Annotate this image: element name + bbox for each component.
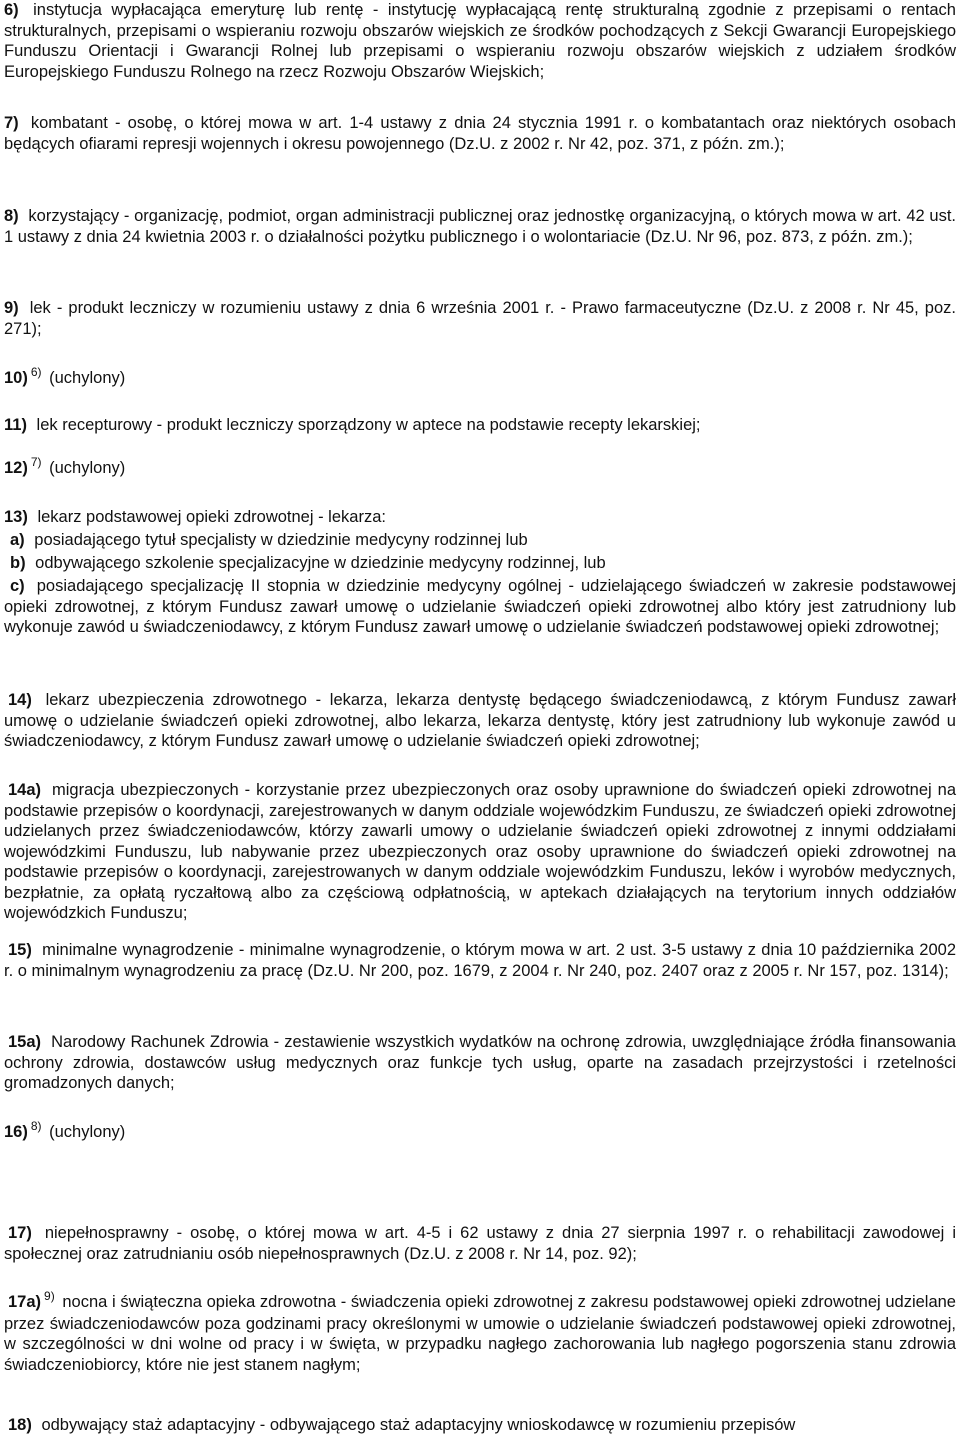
- item-number: 11): [4, 416, 27, 434]
- item-text: kombatant - osobę, o której mowa w art. 1-4 ustawy z dnia 24 stycznia 1991 r. o kombatantach oraz niektórych osobach będących ofiarami represji wojennych i okresu powojennego (Dz.U. z 2002 r. Nr 42, poz. 371, z późn. zm.);: [4, 114, 956, 153]
- item-text: lekarz ubezpieczenia zdrowotnego - lekarza, lekarza dentystę będącego świadczeniodawcą, z którym Fundusz zawarł umowę o udzielanie świadczeń opieki zdrowotnej, albo lekarza, lekarza dentystę, który jest zatrudniony lub wykonuje zawód u świadczeniodawcy, z którym Fundusz zawarł umowę o udzielanie świadczeń opieki zdrowotnej;: [4, 691, 956, 750]
- item-number: 9): [4, 299, 19, 317]
- subitem-letter: a): [10, 531, 25, 549]
- item-text: odbywający staż adaptacyjny - odbywającego staż adaptacyjny wnioskodawcę w rozumieniu przepisów: [41, 1416, 796, 1434]
- definition-item-14a: [4, 780, 956, 924]
- item-number: 7): [4, 114, 19, 132]
- definition-item-13-a: [10, 530, 956, 551]
- item-text: lek - produkt leczniczy w rozumieniu ustawy z dnia 6 września 2001 r. - Prawo farmaceutyczne (Dz.U. z 2008 r. Nr 45, poz. 271);: [4, 299, 956, 338]
- item-number: 17): [8, 1224, 32, 1242]
- item-number: 8): [4, 207, 19, 225]
- item-number: 14a): [8, 781, 42, 799]
- item-number: 6): [4, 1, 19, 19]
- item-text: korzystający - organizację, podmiot, organ administracji publicznej oraz jednostkę organizacyjną, o których mowa w art. 42 ust. 1 ustawy z dnia 24 kwietnia 2003 r. o działalności pożytku publicznego i o wolontariacie (Dz.U. Nr 96, poz. 873, z późn. zm.);: [4, 207, 956, 246]
- footnote-ref: 8): [30, 1119, 42, 1133]
- definition-item-10: [4, 365, 956, 390]
- footnote-ref: 7): [30, 455, 42, 469]
- definition-item-11: [4, 415, 956, 436]
- item-number: 15a): [8, 1033, 42, 1051]
- definition-item-15a: [4, 1032, 956, 1094]
- footnote-ref: 9): [44, 1289, 55, 1303]
- item-text: niepełnosprawny - osobę, o której mowa w art. 4-5 i 62 ustawy z dnia 27 sierpnia 1997 r. o rehabilitacji zawodowej i społecznej oraz zatrudnianiu osób niepełnosprawnych (Dz.U. z 2008 r. Nr 14, poz. 92);: [4, 1224, 956, 1263]
- definition-item-15: [4, 940, 956, 981]
- definition-item-13-c: [4, 576, 956, 638]
- item-number: 16): [4, 1123, 28, 1141]
- item-text: minimalne wynagrodzenie - minimalne wynagrodzenie, o którym mowa w art. 2 ust. 3-5 ustawy z dnia 10 października 2002 r. o minimalnym wynagrodzeniu za pracę (Dz.U. Nr 200, poz. 1679, z 2004 r. Nr 240, poz. 2407 oraz z 2005 r. Nr 157, poz. 1314);: [4, 941, 956, 980]
- item-text: (uchylony): [49, 459, 126, 477]
- subitem-letter: c): [10, 577, 25, 595]
- definition-item-13-b: [10, 553, 956, 574]
- footnote-ref: 6): [30, 365, 42, 379]
- definition-item-6: [4, 0, 956, 82]
- subitem-text: posiadającego tytuł specjalisty w dziedzinie medycyny rodzinnej lub: [34, 531, 528, 549]
- subitem-text: odbywającego szkolenie specjalizacyjne w dziedzinie medycyny rodzinnej, lub: [35, 554, 606, 572]
- item-number: 10): [4, 369, 28, 387]
- item-number: 13): [4, 508, 28, 526]
- item-text: lek recepturowy - produkt leczniczy sporządzony w aptece na podstawie recepty lekarskiej;: [36, 416, 701, 434]
- definition-item-18: [4, 1415, 956, 1436]
- item-text: migracja ubezpieczonych - korzystanie przez ubezpieczonych oraz osoby uprawnione do świadczeń opieki zdrowotnej na podstawie przepisów o koordynacji, zarejestrowanych w danym oddziale wojewódzkim Funduszu, ze świadczeń opieki zdrowotnej udzielanych przez świadczeniodawców, którzy zawarli umowy o udzielanie świadczeń opieki zdrowotnej z innymi oddziałami wojewódzkimi Funduszu, lub nabywanie przez ubezpieczonych oraz osoby uprawnione do świadczeń opieki zdrowotnej na podstawie przepisów o koordynacji, zarejestrowanych w danym oddziale wojewódzkim Funduszu, leków i wyrobów medycznych, bezpłatnie, za opłatą ryczałtową albo za częściową odpłatnością, w aptekach działających na terytorium innych oddziałów wojewódzkich Funduszu;: [4, 781, 957, 922]
- definition-item-12: [4, 455, 956, 480]
- item-text: lekarz podstawowej opieki zdrowotnej - lekarza:: [37, 508, 386, 526]
- subitem-letter: b): [10, 554, 26, 572]
- item-number: 15): [8, 941, 32, 959]
- item-text: instytucja wypłacająca emeryturę lub rentę - instytucję wypłacającą rentę strukturalną zgodnie z przepisami o rentach strukturalnych, przepisami o wspieraniu rozwoju obszarów wiejskich ze środków pochodzących z Sekcji Gwarancji Europejskiego Funduszu Orientacji i Gwarancji Rolnej lub przepisami o wspieraniu rozwoju obszarów wiejskich z udziałem środków Europejskiego Funduszu Rolnego na rzecz Rozwoju Obszarów Wiejskich;: [4, 1, 956, 81]
- definition-item-16: [4, 1119, 956, 1144]
- item-text: nocna i świąteczna opieka zdrowotna - świadczenia opieki zdrowotnej z zakresu podstawowej opieki zdrowotnej udzielane przez świadczeniodawców poza godzinami pracy określonymi w umowie o udzielanie świadczeń podstawowej opieki zdrowotnej, w szczególności w dni wolne od pracy i w święta, w przypadku nagłego zachorowania lub nagłego pogorszenia stanu zdrowia świadczeniobiorcy, które nie jest stanem nagłym;: [4, 1293, 956, 1374]
- definition-item-14: [4, 690, 956, 752]
- definition-item-17: [4, 1223, 956, 1264]
- item-number: 14): [8, 691, 32, 709]
- item-number: 17a): [8, 1293, 42, 1311]
- definition-item-9: [4, 298, 956, 339]
- item-text: Narodowy Rachunek Zdrowia - zestawienie wszystkich wydatków na ochronę zdrowia, uwzględniające źródła finansowania ochrony zdrowia, dostawców usług medycznych oraz funkcje tych usług, oparte na zasadach przejrzystości i rzetelności gromadzonych danych;: [4, 1033, 956, 1092]
- item-number: 12): [4, 459, 28, 477]
- item-text: (uchylony): [49, 1123, 126, 1141]
- definition-item-8: [4, 206, 956, 247]
- definition-item-17a: [4, 1289, 956, 1375]
- definition-item-13: [4, 507, 956, 528]
- item-number: 18): [8, 1416, 32, 1434]
- item-text: (uchylony): [49, 369, 126, 387]
- definition-item-7: [4, 113, 956, 154]
- subitem-text: posiadającego specjalizację II stopnia w dziedzinie medycyny ogólnej - udzielającego świadczeń w zakresie podstawowej opieki zdrowotnej, z którym Fundusz zawarł umowę o udzielanie świadczeń opieki zdrowotnej albo który jest zatrudniony lub wykonuje zawód u świadczeniodawcy, z którym Fundusz zawarł umowę o udzielanie świadczeń podstawowej opieki zdrowotnej;: [4, 577, 956, 636]
